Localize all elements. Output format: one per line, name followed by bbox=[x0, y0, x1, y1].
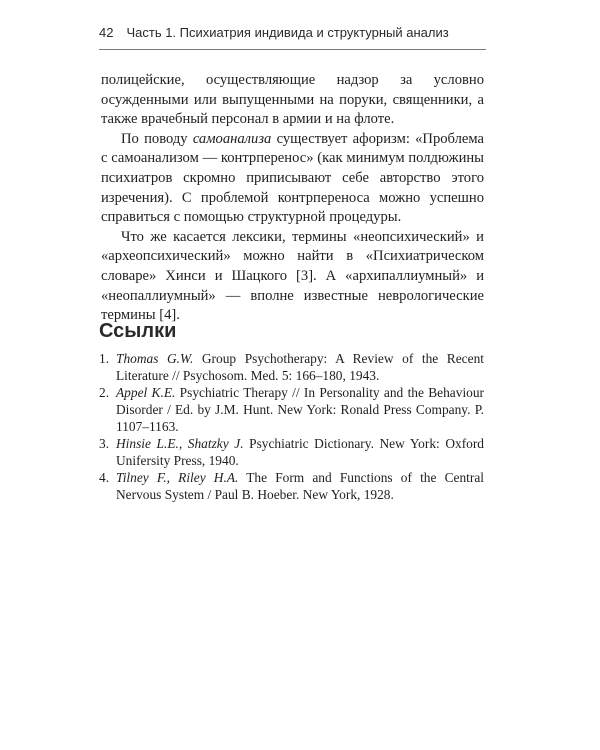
running-title: Часть 1. Психиатрия индивида и структурный анализ bbox=[126, 25, 449, 40]
header-rule bbox=[99, 49, 486, 50]
reference-text: Group Psychotherapy: A Review of the Recent Literature // Psychosom. Med. 5: 166–180, 1943. bbox=[116, 351, 484, 383]
paragraph-2-emphasis: самоанализа bbox=[192, 130, 272, 147]
reference-item bbox=[99, 435, 484, 469]
reference-text: Psychiatric Dictionary. New York: Oxford Unifersity Press, 1940. bbox=[116, 436, 484, 468]
reference-authors: Tilney F., Riley H.A. bbox=[116, 470, 239, 485]
reference-number: 2. bbox=[99, 385, 110, 400]
paragraph-2-start: По поводу bbox=[121, 130, 193, 147]
page-number: 42 bbox=[99, 25, 114, 40]
running-head bbox=[99, 25, 486, 47]
reference-authors: Appel K.E. bbox=[116, 385, 176, 400]
reference-number: 4. bbox=[99, 470, 110, 485]
reference-item bbox=[99, 469, 484, 503]
paragraph-1: полицейские, осуществляющие надзор за условно осужденными или выпущенными на поруки, священники, а также врачебный персонал в армии и на флоте. bbox=[101, 72, 484, 128]
paragraph-2-rest: существует афоризм: «Проблема с самоанализом — контрперенос» (как минимум полдюжины психиатров скромно приписывают себе авторство этого изречения). С проблемой контрпереноса можно успешно справиться с помощью структурной процедуры. bbox=[101, 130, 484, 226]
paragraph-3: Что же касается лексики, термины «неопсихический» и «археопсихический» можно найти в «Психиатрическом словаре» Хинси и Шацкого [3]. А «архипаллиумный» и «неопаллиумный» — вполне известные неврологические термины [4]. bbox=[101, 228, 484, 324]
references-list bbox=[99, 350, 484, 503]
reference-number: 1. bbox=[99, 351, 110, 366]
reference-authors: Thomas G.W. bbox=[116, 351, 194, 366]
paragraph-2 bbox=[101, 130, 484, 228]
reference-authors: Hinsie L.E., Shatzky J. bbox=[116, 436, 244, 451]
reference-item bbox=[99, 350, 484, 384]
reference-text: The Form and Functions of the Central Nervous System / Paul B. Hoeber. New York, 1928. bbox=[116, 470, 484, 502]
reference-item bbox=[99, 384, 484, 435]
body-text bbox=[101, 71, 484, 326]
reference-text: Psychiatric Therapy // In Personality and the Behaviour Disorder / Ed. by J.M. Hunt. New York: Ronald Press Company. P. 1107–1163. bbox=[116, 385, 485, 434]
references-heading: Ссылки bbox=[99, 320, 177, 342]
reference-number: 3. bbox=[99, 436, 110, 451]
